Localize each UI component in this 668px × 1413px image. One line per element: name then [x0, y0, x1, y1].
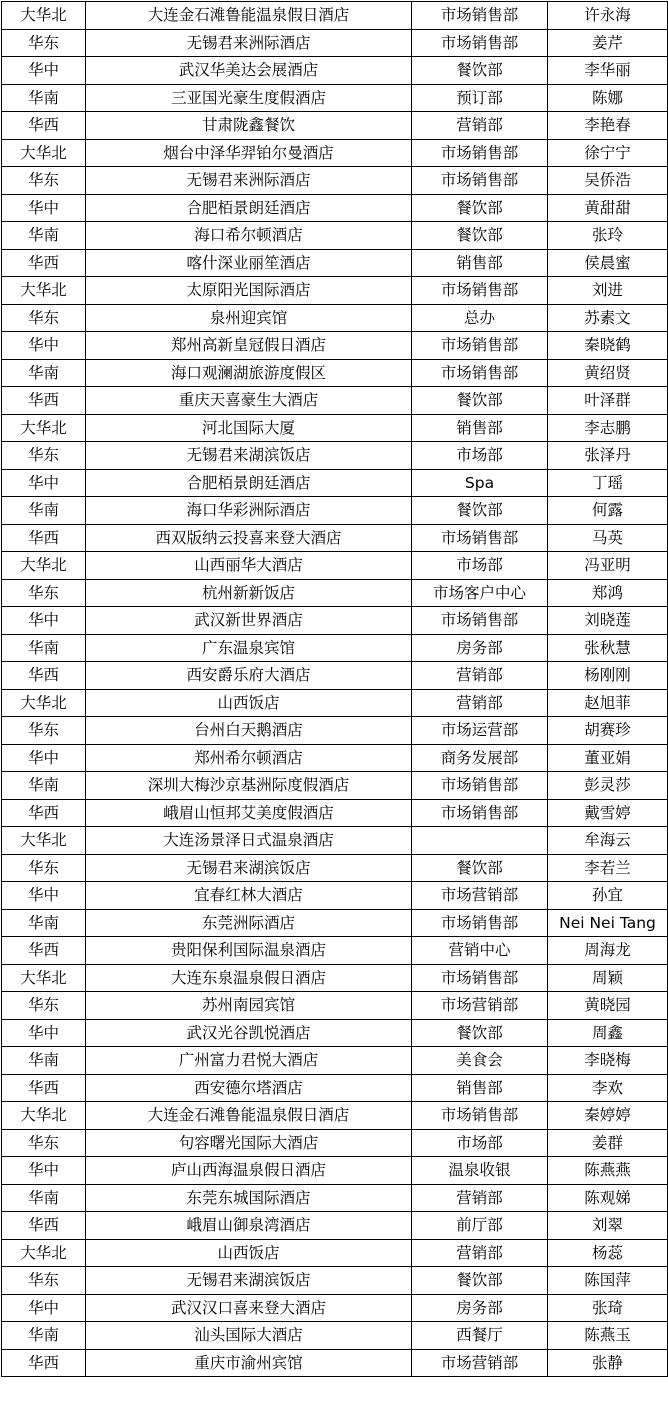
- region-cell: 华中: [2, 607, 86, 635]
- region-cell: 华西: [2, 1074, 86, 1102]
- department-cell: 市场营销部: [412, 882, 548, 910]
- table-row: [2, 249, 668, 277]
- table-row: [2, 112, 668, 140]
- region-cell: 大华北: [2, 1102, 86, 1130]
- region-cell: 华南: [2, 772, 86, 800]
- table-row: [2, 387, 668, 415]
- region-cell: 华东: [2, 854, 86, 882]
- hotel-name-cell: 深圳大梅沙京基洲际度假酒店: [86, 772, 412, 800]
- contact-name-cell: 徐宁宁: [548, 139, 668, 167]
- department-cell: 餐饮部: [412, 194, 548, 222]
- hotel-contact-table: [1, 1, 668, 1377]
- contact-name-cell: 李若兰: [548, 854, 668, 882]
- hotel-name-cell: 烟台中泽华羿铂尔曼酒店: [86, 139, 412, 167]
- table-row: [2, 414, 668, 442]
- region-cell: 华西: [2, 662, 86, 690]
- department-cell: 餐饮部: [412, 1019, 548, 1047]
- region-cell: 华中: [2, 194, 86, 222]
- region-cell: 华中: [2, 332, 86, 360]
- region-cell: 华中: [2, 1294, 86, 1322]
- region-cell: 华东: [2, 304, 86, 332]
- contact-name-cell: 周海龙: [548, 937, 668, 965]
- contact-name-cell: 秦婷婷: [548, 1102, 668, 1130]
- hotel-name-cell: 广东温泉宾馆: [86, 634, 412, 662]
- region-cell: 大华北: [2, 964, 86, 992]
- region-cell: 华东: [2, 442, 86, 470]
- hotel-name-cell: 西安德尔塔酒店: [86, 1074, 412, 1102]
- region-cell: 华南: [2, 359, 86, 387]
- region-cell: 华中: [2, 882, 86, 910]
- table-row: [2, 277, 668, 305]
- hotel-name-cell: 宜春红林大酒店: [86, 882, 412, 910]
- hotel-name-cell: 武汉新世界酒店: [86, 607, 412, 635]
- department-cell: 市场销售部: [412, 1102, 548, 1130]
- contact-name-cell: 陈燕玉: [548, 1322, 668, 1350]
- department-cell: 市场销售部: [412, 799, 548, 827]
- table-row: [2, 194, 668, 222]
- table-row: [2, 57, 668, 85]
- contact-name-cell: 李志鹏: [548, 414, 668, 442]
- table-row: [2, 304, 668, 332]
- table-row: [2, 139, 668, 167]
- department-cell: 市场销售部: [412, 909, 548, 937]
- department-cell: 市场销售部: [412, 29, 548, 57]
- table-row: [2, 662, 668, 690]
- department-cell: 温泉收银: [412, 1157, 548, 1185]
- department-cell: 市场销售部: [412, 332, 548, 360]
- hotel-name-cell: 海口希尔顿酒店: [86, 222, 412, 250]
- contact-name-cell: 李欢: [548, 1074, 668, 1102]
- table-row: [2, 1322, 668, 1350]
- hotel-name-cell: 河北国际大厦: [86, 414, 412, 442]
- contact-name-cell: 周颖: [548, 964, 668, 992]
- department-cell: 市场销售部: [412, 964, 548, 992]
- region-cell: 华西: [2, 112, 86, 140]
- hotel-name-cell: 东莞东城国际酒店: [86, 1184, 412, 1212]
- hotel-name-cell: 峨眉山恒邦艾美度假酒店: [86, 799, 412, 827]
- region-cell: 华南: [2, 1047, 86, 1075]
- hotel-name-cell: 汕头国际大酒店: [86, 1322, 412, 1350]
- hotel-name-cell: 杭州新新饭店: [86, 579, 412, 607]
- region-cell: 大华北: [2, 689, 86, 717]
- table-row: [2, 359, 668, 387]
- table-row: [2, 909, 668, 937]
- table-row: [2, 167, 668, 195]
- contact-name-cell: 张泽丹: [548, 442, 668, 470]
- hotel-name-cell: 无锡君来洲际酒店: [86, 29, 412, 57]
- contact-name-cell: 李华丽: [548, 57, 668, 85]
- department-cell: 市场营销部: [412, 1349, 548, 1377]
- hotel-name-cell: 甘肃陇鑫餐饮: [86, 112, 412, 140]
- hotel-name-cell: 合肥栢景朗廷酒店: [86, 469, 412, 497]
- hotel-name-cell: 西双版纳云投喜来登大酒店: [86, 524, 412, 552]
- contact-name-cell: 陈国萍: [548, 1267, 668, 1295]
- contact-name-cell: 黄晓园: [548, 992, 668, 1020]
- table-row: [2, 579, 668, 607]
- hotel-name-cell: 庐山西海温泉假日酒店: [86, 1157, 412, 1185]
- contact-name-cell: 杨刚刚: [548, 662, 668, 690]
- contact-name-cell: 黄绍贤: [548, 359, 668, 387]
- hotel-name-cell: 合肥栢景朗廷酒店: [86, 194, 412, 222]
- department-cell: 商务发展部: [412, 744, 548, 772]
- department-cell: 餐饮部: [412, 497, 548, 525]
- department-cell: 营销中心: [412, 937, 548, 965]
- hotel-name-cell: 武汉光谷凯悦酒店: [86, 1019, 412, 1047]
- region-cell: 华西: [2, 937, 86, 965]
- department-cell: 市场运营部: [412, 717, 548, 745]
- department-cell: 餐饮部: [412, 1267, 548, 1295]
- hotel-name-cell: 郑州希尔顿酒店: [86, 744, 412, 772]
- hotel-name-cell: 海口观澜湖旅游度假区: [86, 359, 412, 387]
- table-row: [2, 854, 668, 882]
- table-row: [2, 827, 668, 855]
- region-cell: 华西: [2, 249, 86, 277]
- department-cell: 前厅部: [412, 1212, 548, 1240]
- department-cell: 餐饮部: [412, 387, 548, 415]
- contact-name-cell: 丁瑶: [548, 469, 668, 497]
- department-cell: 西餐厅: [412, 1322, 548, 1350]
- hotel-name-cell: 无锡君来湖滨饭店: [86, 854, 412, 882]
- region-cell: 华西: [2, 1349, 86, 1377]
- contact-name-cell: 戴雪婷: [548, 799, 668, 827]
- contact-name-cell: 李艳春: [548, 112, 668, 140]
- contact-name-cell: 侯晨蜜: [548, 249, 668, 277]
- table-row: [2, 1184, 668, 1212]
- department-cell: 市场销售部: [412, 359, 548, 387]
- department-cell: 市场销售部: [412, 139, 548, 167]
- hotel-name-cell: 三亚国光豪生度假酒店: [86, 84, 412, 112]
- department-cell: 市场销售部: [412, 2, 548, 30]
- table-row: [2, 1349, 668, 1377]
- contact-name-cell: 黄甜甜: [548, 194, 668, 222]
- region-cell: 华中: [2, 1157, 86, 1185]
- department-cell: 市场部: [412, 442, 548, 470]
- table-row: [2, 717, 668, 745]
- region-cell: 华南: [2, 1184, 86, 1212]
- department-cell: 市场销售部: [412, 277, 548, 305]
- table-row: [2, 2, 668, 30]
- department-cell: 总办: [412, 304, 548, 332]
- contact-name-cell: 彭灵莎: [548, 772, 668, 800]
- contact-name-cell: 叶泽群: [548, 387, 668, 415]
- table-body: [2, 2, 668, 1377]
- hotel-name-cell: 台州白天鹅酒店: [86, 717, 412, 745]
- table-row: [2, 29, 668, 57]
- region-cell: 华东: [2, 1129, 86, 1157]
- contact-name-cell: 张玲: [548, 222, 668, 250]
- table-row: [2, 332, 668, 360]
- contact-name-cell: 陈娜: [548, 84, 668, 112]
- hotel-name-cell: 重庆天喜豪生大酒店: [86, 387, 412, 415]
- region-cell: 大华北: [2, 277, 86, 305]
- contact-name-cell: 张秋慧: [548, 634, 668, 662]
- contact-name-cell: 吴侨浩: [548, 167, 668, 195]
- contact-name-cell: 胡赛珍: [548, 717, 668, 745]
- hotel-name-cell: 大连金石滩鲁能温泉假日酒店: [86, 1102, 412, 1130]
- hotel-name-cell: 大连汤景泽日式温泉酒店: [86, 827, 412, 855]
- department-cell: 营销部: [412, 1239, 548, 1267]
- contact-name-cell: 刘晓莲: [548, 607, 668, 635]
- table-row: [2, 1157, 668, 1185]
- contact-name-cell: 赵旭菲: [548, 689, 668, 717]
- department-cell: 房务部: [412, 634, 548, 662]
- contact-name-cell: 冯亚明: [548, 552, 668, 580]
- table-row: [2, 1102, 668, 1130]
- department-cell: 市场客户中心: [412, 579, 548, 607]
- table-row: [2, 524, 668, 552]
- hotel-name-cell: 山西丽华大酒店: [86, 552, 412, 580]
- table-row: [2, 689, 668, 717]
- department-cell: 市场销售部: [412, 524, 548, 552]
- table-row: [2, 744, 668, 772]
- contact-name-cell: 陈观娣: [548, 1184, 668, 1212]
- region-cell: 华中: [2, 57, 86, 85]
- hotel-name-cell: 无锡君来湖滨饭店: [86, 442, 412, 470]
- contact-name-cell: 姜群: [548, 1129, 668, 1157]
- region-cell: 华南: [2, 222, 86, 250]
- department-cell: 营销部: [412, 112, 548, 140]
- region-cell: 华南: [2, 497, 86, 525]
- contact-name-cell: 苏素文: [548, 304, 668, 332]
- department-cell: 餐饮部: [412, 57, 548, 85]
- contact-name-cell: 马英: [548, 524, 668, 552]
- table-row: [2, 1212, 668, 1240]
- contact-name-cell: 许永海: [548, 2, 668, 30]
- department-cell: 市场部: [412, 1129, 548, 1157]
- region-cell: 华中: [2, 744, 86, 772]
- hotel-name-cell: 海口华彩洲际酒店: [86, 497, 412, 525]
- contact-name-cell: 刘翠: [548, 1212, 668, 1240]
- contact-name-cell: 刘进: [548, 277, 668, 305]
- table-row: [2, 799, 668, 827]
- department-cell: 餐饮部: [412, 854, 548, 882]
- hotel-name-cell: 重庆市渝州宾馆: [86, 1349, 412, 1377]
- table-row: [2, 1267, 668, 1295]
- department-cell: 美食会: [412, 1047, 548, 1075]
- contact-name-cell: 周鑫: [548, 1019, 668, 1047]
- table-row: [2, 552, 668, 580]
- hotel-name-cell: 郑州高新皇冠假日酒店: [86, 332, 412, 360]
- table-row: [2, 84, 668, 112]
- contact-name-cell: 秦晓鹤: [548, 332, 668, 360]
- hotel-name-cell: 太原阳光国际酒店: [86, 277, 412, 305]
- department-cell: 市场营销部: [412, 992, 548, 1020]
- region-cell: 大华北: [2, 139, 86, 167]
- department-cell: 市场销售部: [412, 607, 548, 635]
- hotel-name-cell: 泉州迎宾馆: [86, 304, 412, 332]
- contact-name-cell: 郑鸿: [548, 579, 668, 607]
- table-row: [2, 607, 668, 635]
- hotel-name-cell: 西安爵乐府大酒店: [86, 662, 412, 690]
- table-row: [2, 497, 668, 525]
- department-cell: 市场销售部: [412, 167, 548, 195]
- region-cell: 华南: [2, 84, 86, 112]
- table-row: [2, 882, 668, 910]
- hotel-name-cell: 广州富力君悦大酒店: [86, 1047, 412, 1075]
- department-cell: 预订部: [412, 84, 548, 112]
- region-cell: 华东: [2, 717, 86, 745]
- department-cell: 营销部: [412, 662, 548, 690]
- department-cell: 餐饮部: [412, 222, 548, 250]
- contact-name-cell: 董亚娟: [548, 744, 668, 772]
- table-row: [2, 469, 668, 497]
- department-cell: 市场部: [412, 552, 548, 580]
- table-row: [2, 442, 668, 470]
- department-cell: 营销部: [412, 689, 548, 717]
- hotel-name-cell: 东莞洲际酒店: [86, 909, 412, 937]
- region-cell: 华东: [2, 579, 86, 607]
- contact-name-cell: 杨蕊: [548, 1239, 668, 1267]
- department-cell: 销售部: [412, 249, 548, 277]
- table-row: [2, 1074, 668, 1102]
- contact-name-cell: Nei Nei Tang: [548, 909, 668, 937]
- hotel-name-cell: 无锡君来湖滨饭店: [86, 1267, 412, 1295]
- department-cell: Spa: [412, 469, 548, 497]
- region-cell: 华西: [2, 799, 86, 827]
- region-cell: 大华北: [2, 1239, 86, 1267]
- region-cell: 华中: [2, 1019, 86, 1047]
- contact-name-cell: 牟海云: [548, 827, 668, 855]
- contact-name-cell: 陈燕燕: [548, 1157, 668, 1185]
- region-cell: 华西: [2, 387, 86, 415]
- contact-name-cell: 姜芹: [548, 29, 668, 57]
- region-cell: 华南: [2, 634, 86, 662]
- region-cell: 华东: [2, 29, 86, 57]
- region-cell: 华南: [2, 1322, 86, 1350]
- table-row: [2, 1129, 668, 1157]
- region-cell: 华中: [2, 469, 86, 497]
- region-cell: 大华北: [2, 2, 86, 30]
- table-row: [2, 964, 668, 992]
- hotel-name-cell: 山西饭店: [86, 689, 412, 717]
- region-cell: 华东: [2, 1267, 86, 1295]
- hotel-name-cell: 无锡君来洲际酒店: [86, 167, 412, 195]
- region-cell: 大华北: [2, 414, 86, 442]
- region-cell: 华东: [2, 167, 86, 195]
- department-cell: 市场销售部: [412, 772, 548, 800]
- table-row: [2, 992, 668, 1020]
- hotel-name-cell: 山西饭店: [86, 1239, 412, 1267]
- contact-name-cell: 张静: [548, 1349, 668, 1377]
- department-cell: 房务部: [412, 1294, 548, 1322]
- table-row: [2, 937, 668, 965]
- table-row: [2, 1239, 668, 1267]
- table-row: [2, 1294, 668, 1322]
- contact-name-cell: 孙宜: [548, 882, 668, 910]
- department-cell: [412, 827, 548, 855]
- department-cell: 销售部: [412, 1074, 548, 1102]
- hotel-name-cell: 喀什深业丽笙酒店: [86, 249, 412, 277]
- hotel-name-cell: 句容曙光国际大酒店: [86, 1129, 412, 1157]
- hotel-name-cell: 武汉汉口喜来登大酒店: [86, 1294, 412, 1322]
- table-row: [2, 634, 668, 662]
- region-cell: 华西: [2, 1212, 86, 1240]
- table-row: [2, 772, 668, 800]
- table-row: [2, 1019, 668, 1047]
- region-cell: 华西: [2, 524, 86, 552]
- table-row: [2, 222, 668, 250]
- hotel-name-cell: 贵阳保利国际温泉酒店: [86, 937, 412, 965]
- region-cell: 华东: [2, 992, 86, 1020]
- region-cell: 大华北: [2, 827, 86, 855]
- department-cell: 营销部: [412, 1184, 548, 1212]
- hotel-name-cell: 大连金石滩鲁能温泉假日酒店: [86, 2, 412, 30]
- table-row: [2, 1047, 668, 1075]
- hotel-name-cell: 大连东泉温泉假日酒店: [86, 964, 412, 992]
- hotel-name-cell: 武汉华美达会展酒店: [86, 57, 412, 85]
- department-cell: 销售部: [412, 414, 548, 442]
- hotel-name-cell: 苏州南园宾馆: [86, 992, 412, 1020]
- region-cell: 华南: [2, 909, 86, 937]
- hotel-name-cell: 峨眉山御泉湾酒店: [86, 1212, 412, 1240]
- contact-name-cell: 何露: [548, 497, 668, 525]
- contact-name-cell: 张琦: [548, 1294, 668, 1322]
- contact-name-cell: 李晓梅: [548, 1047, 668, 1075]
- region-cell: 大华北: [2, 552, 86, 580]
